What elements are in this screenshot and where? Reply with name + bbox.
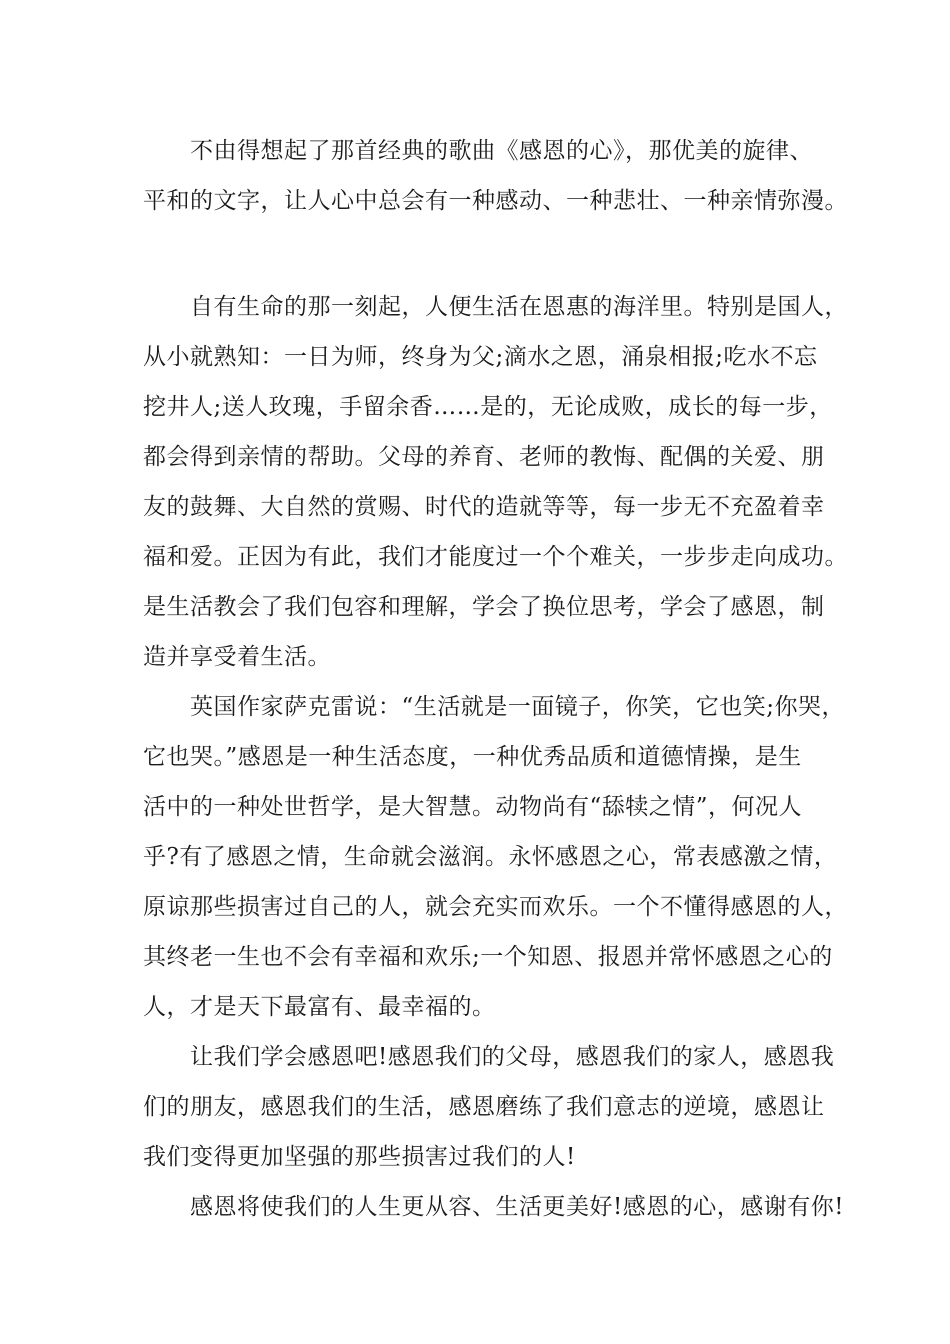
text-line: 平和的文字，让人心中总会有一种感动、一种悲壮、一种亲情弥漫。 (143, 188, 848, 214)
text-line: 都会得到亲情的帮助。父母的养育、老师的教悔、配偶的关爱、朋 (143, 444, 825, 470)
text-line: 它也哭。”感恩是一种生活态度，一种优秀品质和道德情操，是生 (143, 744, 802, 770)
text-line: 友的鼓舞、大自然的赏赐、时代的造就等等，每一步无不充盈着幸 (143, 494, 825, 520)
text-line: 原谅那些损害过自己的人，就会充实而欢乐。一个不懂得感恩的人， (143, 894, 848, 920)
text-line: 是生活教会了我们包容和理解，学会了换位思考，学会了感恩，制 (143, 594, 825, 620)
text-line: 们的朋友，感恩我们的生活，感恩磨练了我们意志的逆境，感恩让 (143, 1094, 825, 1120)
text-line: 让我们学会感恩吧!感恩我们的父母，感恩我们的家人，感恩我 (190, 1044, 835, 1070)
text-line: 活中的一种处世哲学，是大智慧。动物尚有“舔犊之情”，何况人 (143, 794, 803, 820)
text-line: 英国作家萨克雷说：“生活就是一面镜子，你笑，它也笑;你哭， (190, 694, 846, 720)
text-line: 感恩将使我们的人生更从容、生活更美好!感恩的心，感谢有你! (190, 1194, 844, 1220)
text-line: 挖井人;送人玫瑰，手留余香……是的，无论成败，成长的每一步， (143, 394, 833, 420)
text-line: 自有生命的那一刻起，人便生活在恩惠的海洋里。特别是国人， (190, 294, 848, 320)
text-line: 不由得想起了那首经典的歌曲《感恩的心》，那优美的旋律、 (190, 138, 813, 164)
text-line: 人，才是天下最富有、最幸福的。 (143, 994, 496, 1020)
text-line: 造并享受着生活。 (143, 644, 331, 670)
text-line: 其终老一生也不会有幸福和欢乐;一个知恩、报恩并常怀感恩之心的 (143, 944, 833, 970)
text-line: 福和爱。正因为有此，我们才能度过一个个难关，一步步走向成功。 (143, 544, 848, 570)
text-line: 从小就熟知：一日为师，终身为父;滴水之恩，涌泉相报;吃水不忘 (143, 344, 818, 370)
text-line: 我们变得更加坚强的那些损害过我们的人! (143, 1144, 576, 1170)
text-line: 乎?有了感恩之情，生命就会滋润。永怀感恩之心，常表感激之情， (143, 844, 838, 870)
